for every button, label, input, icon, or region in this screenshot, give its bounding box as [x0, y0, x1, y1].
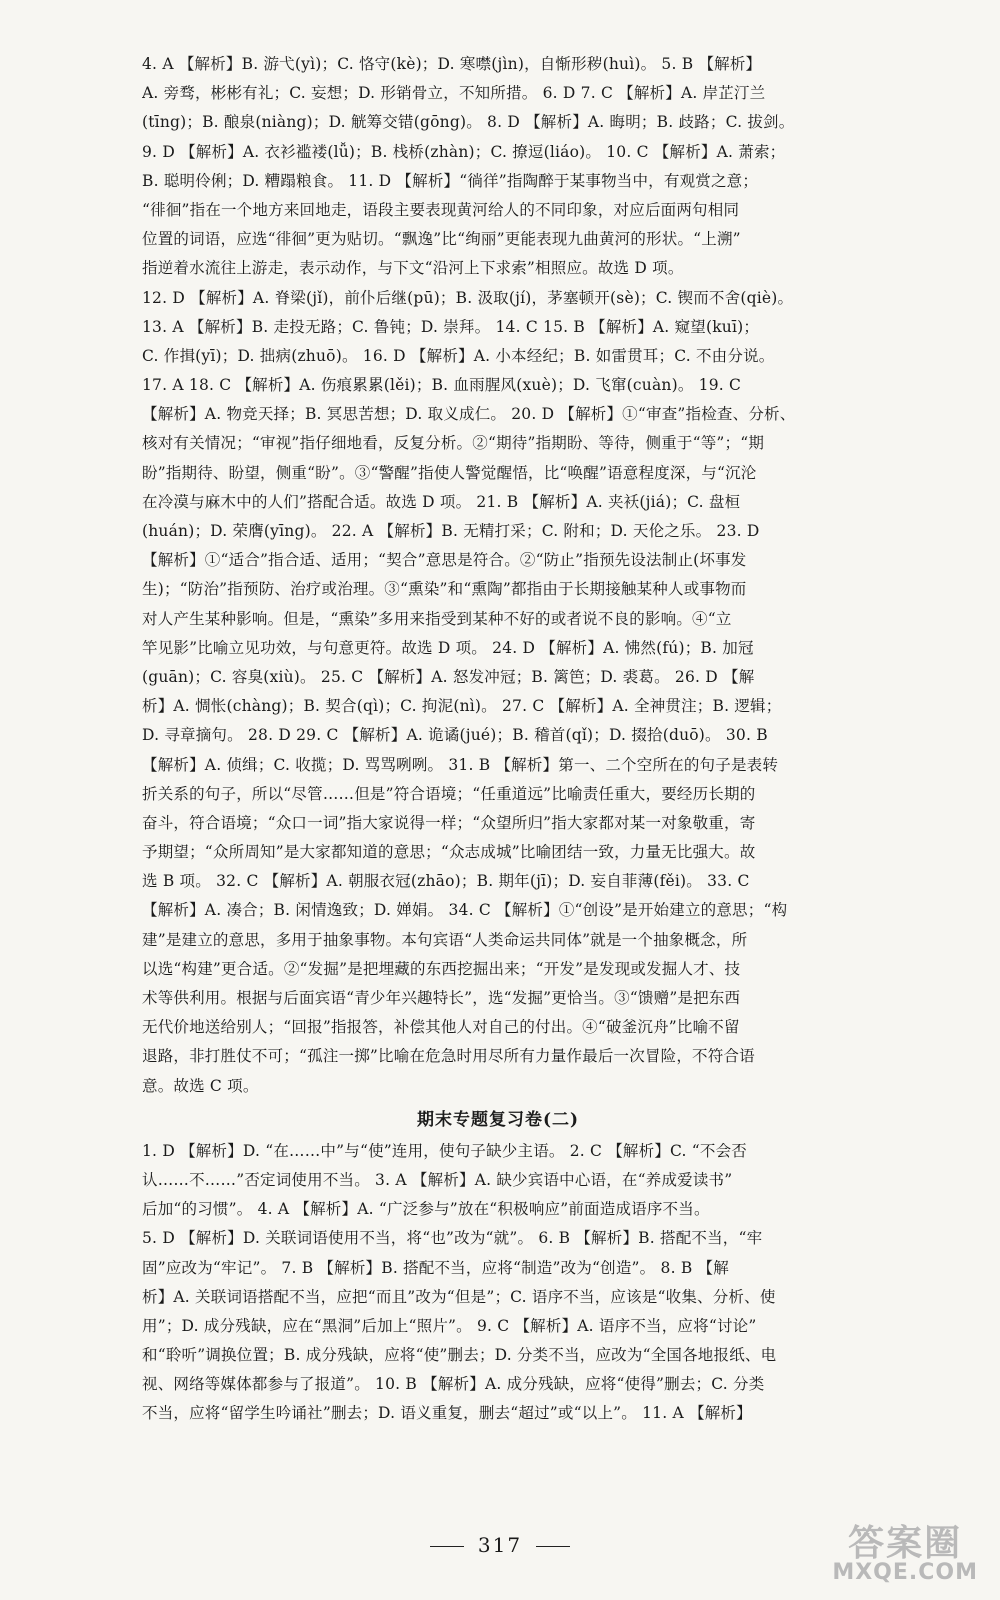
text-line: 【解析】A. 凑合；B. 闲情逸致；D. 婵娟。 34. C 【解析】①“创设”是开始建立的意思；“构	[142, 901, 788, 920]
text-line: 析】A. 惆怅(chàng)；B. 契合(qì)；C. 拘泥(nì)。 27. C 【解析】A. 全神贯注；B. 逻辑；	[142, 697, 782, 716]
text-line: B. 聪明伶俐；D. 糟蹋粮食。 11. D 【解析】“徜徉”指陶醉于某事物当中，有观赏之意；	[142, 171, 759, 190]
text-line: 对人产生某种影响。但是，“熏染”多用来指受到某种不好的或者说不良的影响。④“立	[142, 609, 732, 628]
text-line: 生)；“防治”指预防、治疗或治理。③“熏染”和“熏陶”都指由于长期接触某种人或事物而	[142, 580, 747, 599]
text-line: 在冷漠与麻木中的人们”搭配合适。故选 D 项。 21. B 【解析】A. 夹袄(jiá)；C. 盘桓	[142, 492, 741, 511]
answer-page	[142, 50, 854, 1429]
text-line: 1. D 【解析】D. “在……中”与“使”连用，使句子缺少主语。 2. C 【解析】C. “不会否	[142, 1141, 748, 1160]
text-line: D. 寻章摘句。 28. D 29. C 【解析】A. 诡谲(jué)；B. 稽首(qǐ)；D. 掇拾(duō)。 30. B	[142, 726, 768, 745]
text-line: 认……不……”否定词使用不当。 3. A 【解析】A. 缺少宾语中心语，在“养成爱读书”	[142, 1170, 733, 1189]
text-line: 12. D 【解析】A. 脊梁(jǐ)，前仆后继(pū)；B. 汲取(jí)，茅塞顿开(sè)；C. 锲而不舍(qiè)。	[142, 288, 794, 307]
footer-dash-right	[536, 1546, 570, 1547]
text-line: 奋斗，符合语境；“众口一词”指大家说得一样；“众望所归”指大家都对某一对象敬重，寄	[142, 813, 756, 832]
section-title: 期末专题复习卷(二)	[416, 1109, 580, 1130]
watermark-logo	[832, 1515, 978, 1585]
text-line: (guān)；C. 容臭(xiù)。 25. C 【解析】A. 怒发冲冠；B. 篱笆；D. 裘葛。 26. D 【解	[142, 667, 755, 686]
text-line: 4. A 【解析】B. 游弋(yì)；C. 恪守(kè)；D. 寒噤(jìn)，自惭形秽(huì)。 5. B 【解析】	[142, 55, 762, 73]
text-line: 固”应改为“牢记”。 7. B 【解析】B. 搭配不当，应将“制造”改为“创造”。 8. B 【解	[142, 1258, 729, 1277]
text-line: 盼”指期待、盼望，侧重“盼”。③“警醒”指使人警觉醒悟，比“唤醒”语意程度深，与“沉沦	[142, 463, 757, 482]
text-line: 【解析】A. 物竞天择；B. 冥思苦想；D. 取义成仁。 20. D 【解析】①“审查”指检查、分析、	[142, 405, 796, 424]
text-line: “徘徊”指在一个地方来回地走，语段主要表现黄河给人的不同印象，对应后面两句相同	[142, 200, 740, 219]
text-line: 无代价地送给别人；“回报”指报答，补偿其他人对自己的付出。④“破釜沉舟”比喻不留	[142, 1018, 740, 1037]
text-line: 意。故选 C 项。	[142, 1076, 259, 1095]
text-line: 【解析】①“适合”指合适、适用；“契合”意思是符合。②“防止”指预先设法制止(坏事发	[142, 551, 747, 570]
text-line: 以选“构建”更合适。②“发掘”是把埋藏的东西挖掘出来；“开发”是发现或发掘人才、技	[142, 959, 741, 978]
text-line: 17. A 18. C 【解析】A. 伤痕累累(lěi)；B. 血雨腥风(xuè)；D. 飞窜(cuàn)。 19. C	[142, 376, 742, 395]
text-line: 用”；D. 成分残缺，应在“黑洞”后加上“照片”。 9. C 【解析】A. 语序不当，应将“讨论”	[142, 1316, 757, 1335]
text-line: 13. A 【解析】B. 走投无路；C. 鲁钝；D. 崇拜。 14. C 15. B 【解析】A. 窥望(kuī)；	[142, 317, 760, 336]
text-line: 位置的词语，应选“徘徊”更为贴切。“飘逸”比“绚丽”更能表现九曲黄河的形状。“上溯”	[142, 230, 741, 249]
text-line: C. 作揖(yī)；D. 拙病(zhuō)。 16. D 【解析】A. 小本经纪；B. 如雷贯耳；C. 不由分说。	[142, 346, 775, 365]
text-line: 予期望；“众所周知”是大家都知道的意思；“众志成城”比喻团结一致，力量无比强大。故	[142, 843, 756, 862]
text-line: 选 B 项。 32. C 【解析】A. 朝服衣冠(zhāo)；B. 期年(jī)；D. 妄自菲薄(fěi)。 33. C	[142, 872, 750, 891]
text-line: 指逆着水流往上游走，表示动作，与下文“沿河上下求索”相照应。故选 D 项。	[142, 259, 684, 278]
page-number: 317	[477, 1533, 523, 1557]
text-line: 9. D 【解析】A. 衣衫褴褛(lǚ)；B. 栈桥(zhàn)；C. 撩逗(liáo)。 10. C 【解析】A. 萧索；	[142, 142, 786, 161]
answer-block-section-one	[142, 50, 854, 1101]
text-line: (tīng)；B. 酿泉(niàng)；D. 觥筹交错(gōng)。 8. D 【解析】A. 晦明；B. 歧路；C. 拔剑。	[142, 113, 795, 132]
text-line: (huán)；D. 荣膺(yīng)。 22. A 【解析】B. 无精打采；C. 附和；D. 天伦之乐。 23. D	[142, 522, 760, 540]
text-line: 术等供利用。根据与后面宾语“青少年兴趣特长”，选“发掘”更恰当。③“馈赠”是把东西	[142, 989, 741, 1007]
text-line: 建”是建立的意思，多用于抽象事物。本句宾语“人类命运共同体”就是一个抽象概念，所	[142, 930, 748, 949]
text-line: 不当，应将“留学生吟诵社”删去；D. 语义重复，删去“超过”或“以上”。 11. A 【解析】	[142, 1404, 752, 1423]
text-line: A. 旁骛，彬彬有礼；C. 妄想；D. 形销骨立，不知所措。 6. D 7. C 【解析】A. 岸芷汀兰	[142, 84, 766, 103]
text-line: 折关系的句子，所以“尽管……但是”符合语境；“任重道远”比喻责任重大，要经历长期的	[142, 784, 756, 803]
text-line: 竿见影”比喻立见功效，与句意更符。故选 D 项。 24. D 【解析】A. 怫然(fú)；B. 加冠	[142, 638, 754, 657]
text-line: 视、网络等媒体都参与了报道”。 10. B 【解析】A. 成分残缺，应将“使得”删去；C. 分类	[142, 1375, 765, 1394]
text-line: 退路，非打胜仗不可；“孤注一掷”比喻在危急时用尽所有力量作最后一次冒险，不符合语	[142, 1047, 755, 1066]
text-line: 后加“的习惯”。 4. A 【解析】A. “广泛参与”放在“积极响应”前面造成语序不当。	[142, 1200, 710, 1219]
text-line: 5. D 【解析】D. 关联词语使用不当，将“也”改为“就”。 6. B 【解析】B. 搭配不当，“牢	[142, 1229, 763, 1248]
watermark-text: 答案圈	[848, 1523, 963, 1564]
text-line: 核对有关情况；“审视”指仔细地看，反复分析。②“期待”指期盼、等待，侧重于“等”；“期	[142, 434, 765, 453]
watermark-url: MXQE.COM	[832, 1560, 978, 1585]
text-line: 析】A. 关联词语搭配不当，应把“而且”改为“但是”；C. 语序不当，应该是“收集、分析、使	[142, 1287, 776, 1306]
text-line: 和“聆听”调换位置；B. 成分残缺，应将“使”删去；D. 分类不当，应改为“全国各地报纸、电	[142, 1346, 777, 1365]
answer-block-section-two	[142, 1137, 854, 1429]
footer-dash-left	[430, 1546, 464, 1547]
text-line: 【解析】A. 侦缉；C. 收揽；D. 骂骂咧咧。 31. B 【解析】第一、二个空所在的句子是表转	[142, 755, 779, 774]
